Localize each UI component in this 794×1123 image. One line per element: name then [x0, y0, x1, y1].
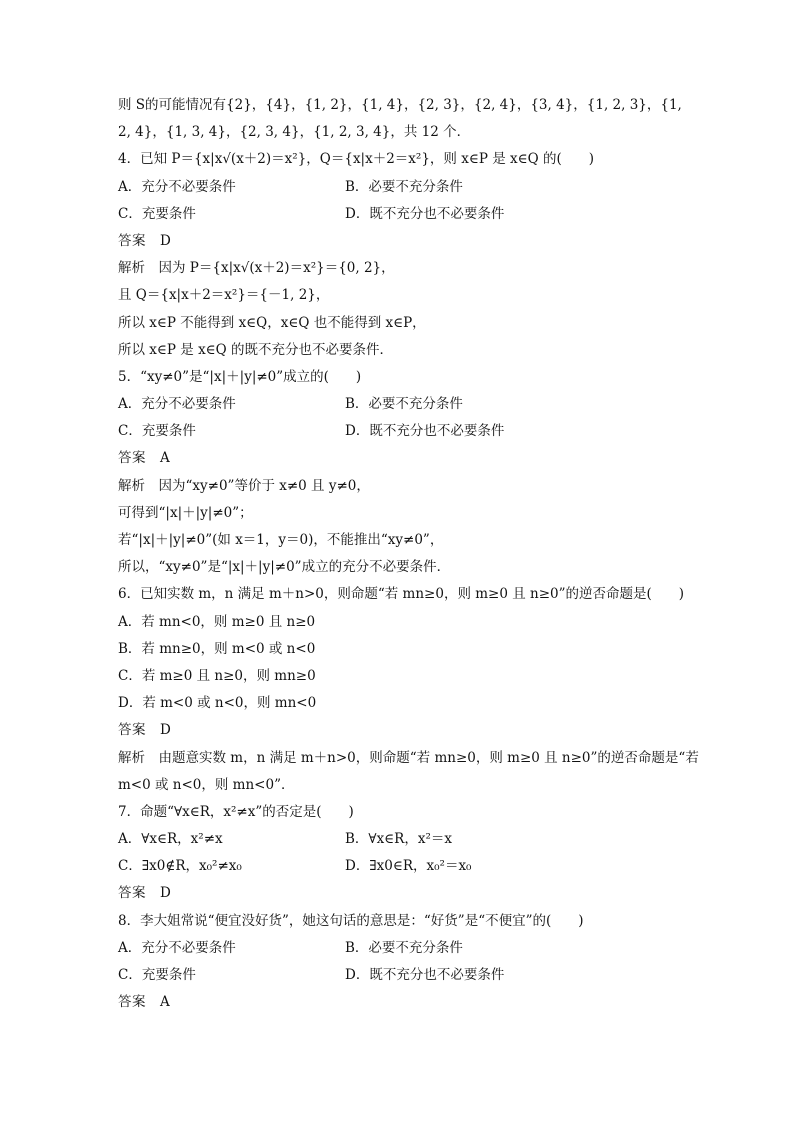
analysis-line: 可得到“|x|＋|y|≠0”；	[118, 504, 253, 521]
option-b: B．必要不充分条件	[345, 939, 463, 956]
answer-line: 答案 D	[118, 232, 172, 249]
analysis-line: 所以 x∈P 是 x∈Q 的既不充分也不必要条件．	[118, 341, 394, 358]
answer-line: 答案 D	[118, 885, 172, 902]
options-row	[118, 962, 698, 989]
option-a: A．充分不必要条件	[118, 939, 236, 956]
options-row	[118, 853, 698, 880]
option-c: C．充要条件	[118, 205, 196, 222]
option-c: C．充要条件	[118, 423, 196, 440]
option-a: A．∀x∈R，x²≠x	[118, 831, 223, 848]
options-row	[118, 935, 698, 962]
analysis-line: 解析 因为“xy≠0”等价于 x≠0 且 y≠0，	[118, 477, 370, 494]
text-line: 2, 4}，{1, 3, 4}，{2, 3, 4}，{1, 2, 3, 4}，共 12 个．	[118, 124, 471, 141]
analysis-line: m<0 或 n<0，则 mn<0”．	[118, 776, 295, 793]
options-row	[118, 418, 698, 445]
option-b: B．若 mn≥0，则 m<0 或 n<0	[118, 640, 316, 657]
analysis-line: 若“|x|＋|y|≠0”(如 x＝1，y＝0)，不能推出“xy≠0”，	[118, 532, 444, 548]
question-6-stem: 6．已知实数 m，n 满足 m＋n>0，则命题“若 mn≥0，则 m≥0 且 n≥0”的逆否命题是( )	[118, 586, 685, 603]
analysis-line: 所以，“xy≠0”是“|x|＋|y|≠0”成立的充分不必要条件．	[118, 559, 451, 576]
question-8-stem: 8．李大姐常说“便宜没好货”，她这句话的意思是：“好货”是“不便宜”的( )	[118, 912, 584, 929]
options-row	[118, 391, 698, 418]
option-b: B．∀x∈R，x²＝x	[345, 831, 452, 848]
option-d: D．若 m<0 或 n<0，则 mn<0	[118, 695, 317, 712]
option-a: A．充分不必要条件	[118, 396, 236, 413]
option-a: A．若 mn<0，则 m≥0 且 n≥0	[118, 613, 316, 630]
options-row	[118, 826, 698, 853]
answer-line: 答案 A	[118, 450, 171, 467]
analysis-line: 所以 x∈P 不能得到 x∈Q，x∈Q 也不能得到 x∈P，	[118, 314, 426, 331]
answer-line: 答案 D	[118, 722, 172, 739]
option-d: D．既不充分也不必要条件	[345, 967, 505, 983]
option-a: A．充分不必要条件	[118, 178, 236, 195]
analysis-line: 解析 因为 P＝{x|x√(x＋2)＝x²}＝{0, 2}，	[118, 260, 395, 277]
analysis-line: 解析 由题意实数 m，n 满足 m＋n>0，则命题“若 mn≥0，则 m≥0 且 n≥0”的逆否命题是“若	[118, 749, 699, 766]
options-row	[118, 174, 698, 201]
option-c: C．充要条件	[118, 967, 196, 983]
text-line: 则 S的可能情况有{2}，{4}，{1, 2}，{1, 4}，{2, 3}，{2, 4}，{3, 4}，{1, 2, 3}，{1,	[118, 97, 682, 113]
options-row	[118, 201, 698, 228]
analysis-line: 且 Q＝{x|x＋2＝x²}＝{－1, 2}，	[118, 287, 330, 304]
document-page	[118, 92, 698, 1016]
option-d: D．∃x0∈R，x₀²＝x₀	[345, 858, 472, 875]
option-d: D．既不充分也不必要条件	[345, 423, 505, 440]
option-b: B．必要不充分条件	[345, 178, 463, 195]
option-d: D．既不充分也不必要条件	[345, 205, 505, 222]
option-b: B．必要不充分条件	[345, 396, 463, 413]
question-5-stem: 5．“xy≠0”是“|x|＋|y|≠0”成立的( )	[118, 368, 362, 385]
question-4-stem: 4．已知 P＝{x|x√(x＋2)＝x²}，Q＝{x|x＋2＝x²}，则 x∈P 是 x∈Q 的( )	[118, 151, 594, 168]
option-c: C．∃x0∉R，x₀²≠x₀	[118, 858, 242, 875]
option-c: C．若 m≥0 且 n≥0，则 mn≥0	[118, 667, 316, 684]
question-7-stem: 7．命题“∀x∈R，x²≠x”的否定是( )	[118, 803, 354, 820]
answer-line: 答案 A	[118, 994, 171, 1011]
